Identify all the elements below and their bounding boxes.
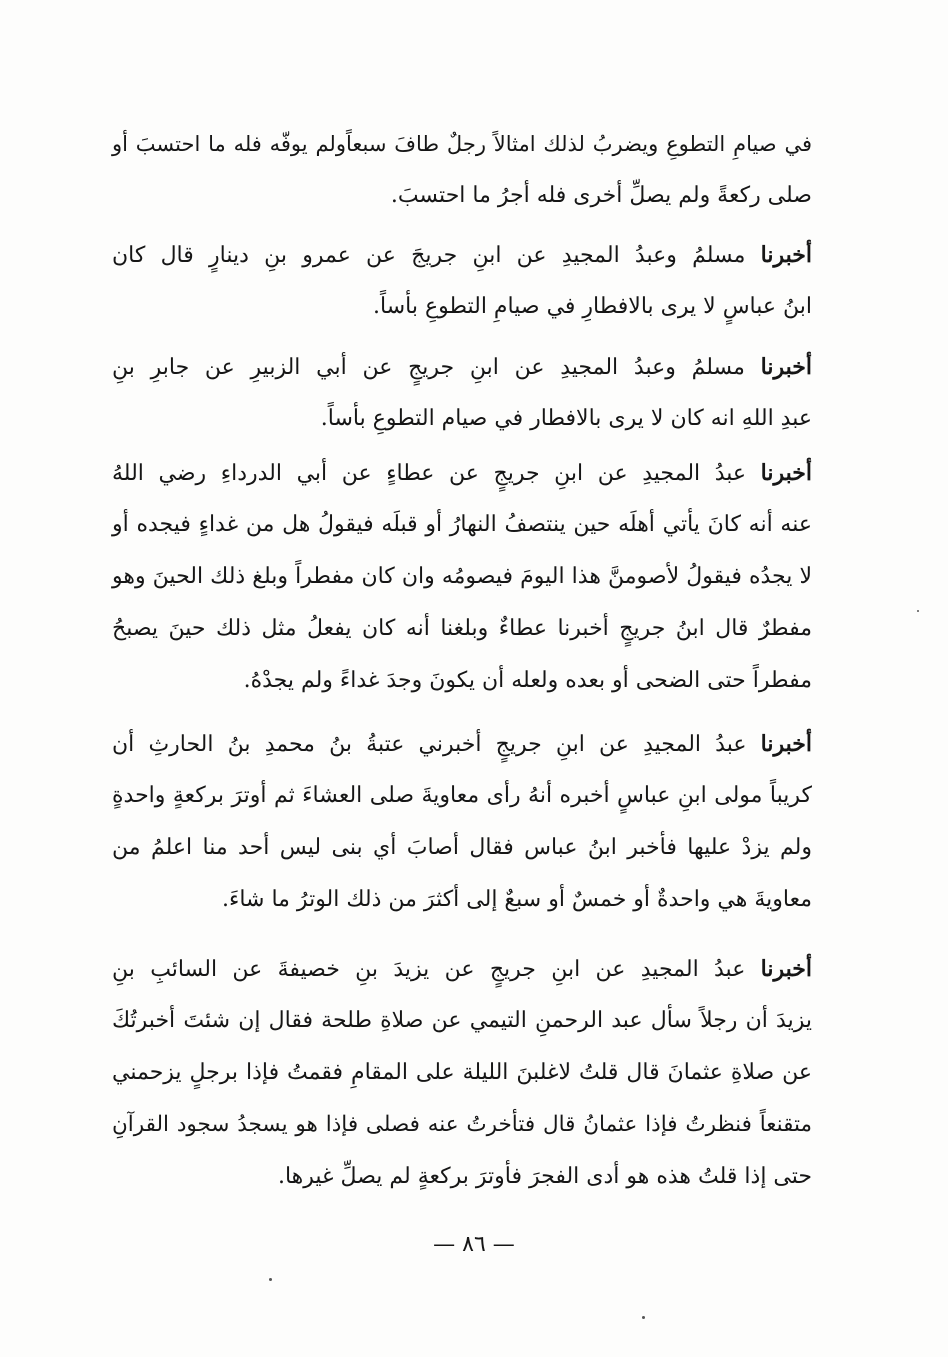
text-line: حتى إذا قلتُ هذه هو أدى الفجرَ فأوترَ بركعةٍ لم يصلِّ غيرها. xyxy=(277,1164,812,1189)
text-line xyxy=(112,447,812,499)
text-line: لا يجدُه فيقولُ لأصومنَّ هذا اليومَ فيصومُه وان كان مفطراً وبلغ ذلك الحينَ وهو xyxy=(112,564,812,589)
lead-word: أخبرنا xyxy=(760,731,812,757)
text-line: ابنُ عباسٍ لا يرى بالافطارِ في صيامِ التطوعِ بأساً. xyxy=(373,294,812,319)
line-text: عبدُ المجيدِ عن ابنِ جريجٍ أخبرني عتبةُ بنُ محمدِ بنُ الحارثِ أن xyxy=(112,732,747,757)
text-line: في صيامِ التطوعِ ويضربُ لذلك امثالاً رجلٌ طافَ سبعاًولم يوفّه فله ما احتسبَ أو xyxy=(112,132,812,156)
text-line: يزيدَ أن رجلاً سأل عبد الرحمنِ التيمي عن صلاةِ طلحة فقال إن شئتَ أخبرتُكَ xyxy=(112,1008,812,1033)
paragraph-6 xyxy=(112,943,812,1203)
scan-speck xyxy=(917,610,919,612)
text-line: معاويةَ هي واحدةٌ أو خمسٌ أو سبعٌ إلى أكثرَ من ذلك الوترُ ما شاءَ. xyxy=(221,887,812,912)
paragraph-3 xyxy=(112,341,812,445)
text-line: عن صلاةِ عثمانَ قال قلتُ لاغلبنَ الليلة على المقامِ فقمتُ فإذا برجلٍ يزحمني xyxy=(112,1060,812,1085)
text-line: مفطرٌ قال ابنُ جريجٍ أخبرنا عطاءٌ وبلغنا أنه كان يفعلُ مثل ذلك حينَ يصبحُ xyxy=(112,616,812,641)
text-line: عنه أنه كانَ يأتي أهلَه حين ينتصفُ النهارُ أو قبلَه فيقولُ هل من غداءٍ فيجده أو xyxy=(112,512,812,537)
lead-word: أخبرنا xyxy=(760,460,812,486)
line-text: مسلمُ وعبدُ المجيدِ عن ابنِ جريجَ عن عمرو بنِ دينارٍ قال كان xyxy=(112,243,746,268)
paragraph-2 xyxy=(112,229,812,333)
text-line xyxy=(112,718,812,770)
text-line: كريباً مولى ابنِ عباسٍ أخبره أنهُ رأى معاويةَ صلى العشاءَ ثم أوترَ بركعةٍ واحدةٍ xyxy=(112,783,812,808)
paragraph-5 xyxy=(112,718,812,926)
paragraph-4 xyxy=(112,447,812,707)
line-text: عبدُ المجيدِ عن ابنِ جريجٍ عن عطاءٍ عن أبي الدرداءِ رضي اللهُ xyxy=(112,461,747,486)
text-line: متقنعاً فنظرتُ فإذا عثمانُ قال فتأخرتُ عنه فصلى فإذا هو يسجدُ سجود القرآنِ xyxy=(112,1112,812,1137)
text-line xyxy=(112,229,812,281)
text-line: مفطراً حتى الضحى أو بعده ولعله أن يكونَ وجدَ غداءً ولم يجدْهُ. xyxy=(243,668,812,693)
lead-word: أخبرنا xyxy=(760,242,812,268)
lead-word: أخبرنا xyxy=(760,354,812,380)
text-line: عبدِ اللهِ انه كان لا يرى بالافطار في صيام التطوعِ بأساً. xyxy=(320,406,812,431)
text-line xyxy=(112,341,812,393)
text-line xyxy=(112,943,812,995)
text-line: صلى ركعةً ولم يصلِّ أخرى فله أجرُ ما احتسبَ. xyxy=(390,183,812,208)
scan-speck xyxy=(642,1316,645,1319)
paragraph-1 xyxy=(112,118,812,222)
line-text: عبدُ المجيدِ عن ابنِ جريجٍ عن يزيدَ بنِ خصيفةَ عن السائبِ بنِ xyxy=(112,957,746,982)
scan-speck xyxy=(269,1278,272,1281)
page-number: — ٨٦ — xyxy=(433,1232,515,1257)
lead-word: أخبرنا xyxy=(760,956,812,982)
text-line: ولم يزدْ عليها فأخبر ابنُ عباس فقال أصابَ أي بنى ليس أحد منا اعلمُ من xyxy=(112,835,812,860)
line-text: مسلمُ وعبدُ المجيدِ عن ابنِ جريجٍ عن أبي الزبيرِ عن جابرِ بنِ xyxy=(112,355,745,380)
